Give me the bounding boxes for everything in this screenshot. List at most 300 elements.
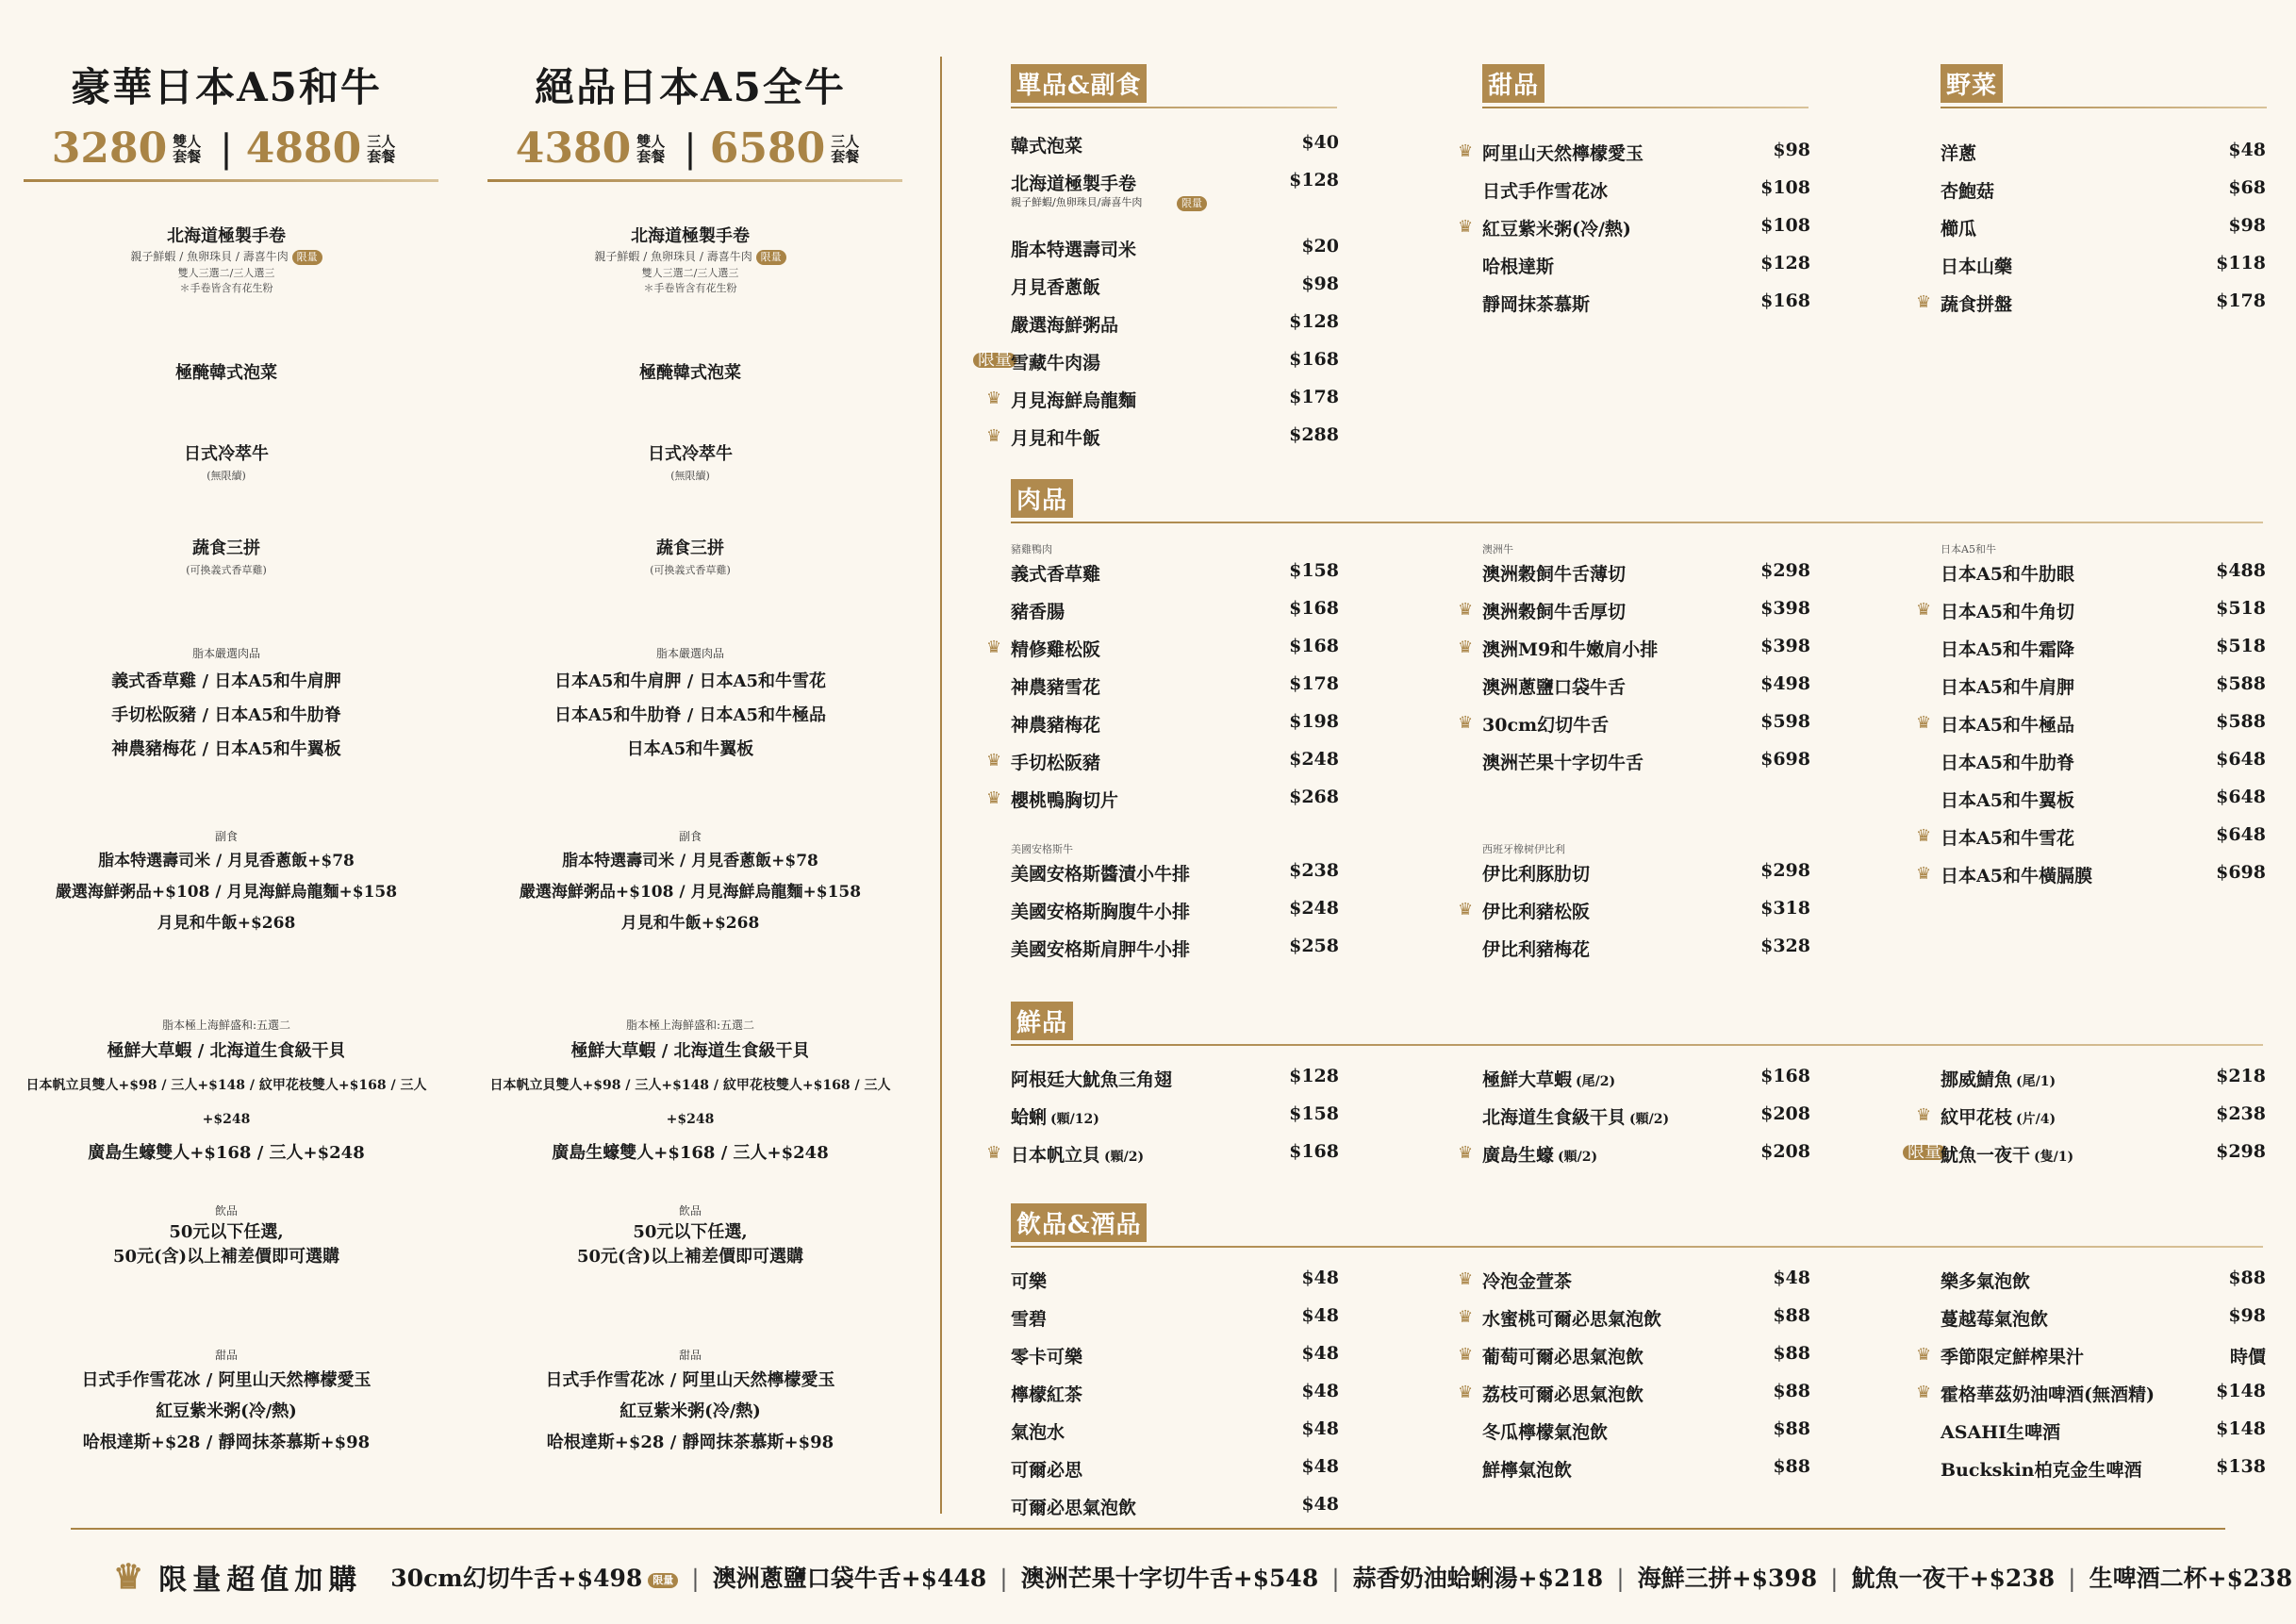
cold-beef-note: (無限續) — [670, 470, 710, 482]
sub-heading: 豬雞鴨肉 — [1011, 543, 1052, 555]
kimchi: 極醃韓式泡菜 — [175, 363, 277, 383]
menu-item-name — [1482, 673, 1626, 699]
menu-item-name — [1011, 898, 1190, 923]
menu-item-price: $168 — [1289, 636, 1339, 656]
set-price: 4880 — [245, 124, 362, 173]
item-name-text: 冬瓜檸檬氣泡飲 — [1482, 1422, 1609, 1443]
promo-item: 澳洲蔥鹽口袋牛舌+$448 — [712, 1565, 987, 1592]
menu-item-price: $218 — [2216, 1066, 2266, 1086]
item-name-text: 日本A5和牛霜降 — [1941, 639, 2074, 660]
item-name-text: 哈根達斯 — [1482, 257, 1555, 277]
menu-item-name — [1011, 1103, 1099, 1129]
menu-item-name — [1011, 787, 1118, 812]
cold-beef: 日式冷萃牛 — [648, 444, 733, 464]
crown-icon: ♛ — [1458, 1383, 1474, 1402]
sub-heading: 美國安格斯牛 — [1011, 843, 1073, 855]
item-name-text: 澳洲蔥鹽口袋牛舌 — [1482, 677, 1627, 698]
set-price: 6580 — [709, 124, 826, 173]
crown-icon: ♛ — [1458, 600, 1474, 620]
section-rule — [1011, 107, 1337, 108]
limited-badge: 限量 — [1903, 1145, 1946, 1160]
set-price-row — [19, 124, 434, 173]
menu-item-name — [1011, 673, 1100, 699]
menu-item-price: $20 — [1301, 236, 1339, 257]
menu-item-price: $168 — [1760, 290, 1810, 311]
menu-item-price: $128 — [1760, 253, 1810, 273]
promo-separator: | — [1331, 1565, 1340, 1592]
menu-item-name — [1011, 560, 1100, 586]
item-name-text: 月見香蔥飯 — [1011, 277, 1101, 298]
item-unit: (顆/2) — [1629, 1112, 1670, 1127]
crown-icon: ♛ — [986, 638, 1002, 657]
cold-beef: 日式冷萃牛 — [184, 444, 269, 464]
meat-line: 日本A5和牛翼板 — [626, 739, 754, 759]
set-price-row — [483, 124, 898, 173]
kimchi-block — [483, 356, 898, 390]
menu-item-name — [1941, 598, 2074, 623]
item-name-text: 神農豬雪花 — [1011, 677, 1101, 698]
sea-line: 日本帆立貝雙人+$98 / 三人+$148 / 紋甲花枝雙人+$168 / 三人+$248 — [25, 1078, 427, 1127]
menu-item-price: $40 — [1301, 132, 1339, 153]
set-price-unit: 雙人套餐 — [173, 132, 202, 165]
section-rule — [1482, 107, 1809, 108]
hand-roll-block — [483, 224, 898, 295]
crown-icon: ♛ — [986, 751, 1002, 771]
item-unit: (隻/1) — [2034, 1150, 2074, 1165]
item-name-text: 美國安格斯胸腹牛小排 — [1011, 902, 1191, 922]
menu-item-price: $158 — [1289, 560, 1339, 581]
dessert-category: 甜品 — [678, 1349, 702, 1362]
cold-beef-note: (無限續) — [206, 470, 246, 482]
menu-item-name — [1011, 711, 1100, 737]
crown-icon: ♛ — [113, 1557, 144, 1597]
section-header: 單品&副食 — [1011, 64, 1147, 103]
veg-note: (可換義式香草雞) — [186, 564, 267, 576]
menu-item-price: $598 — [1760, 711, 1810, 732]
cold-beef-block — [483, 441, 898, 483]
menu-item-price: $168 — [1289, 598, 1339, 619]
crown-icon: ♛ — [986, 788, 1002, 808]
drink-category: 飲品 — [678, 1204, 702, 1218]
roll-sub-text: 親子鮮蝦 / 魚卵珠貝 / 壽喜牛肉 — [594, 250, 752, 263]
promo-separator: | — [1616, 1565, 1625, 1592]
item-name-text: 紋甲花枝 — [1941, 1107, 2013, 1128]
limited-badge: 限量 — [648, 1573, 678, 1588]
item-name-text: 阿里山天然檸檬愛玉 — [1482, 143, 1644, 164]
menu-item-name — [1941, 787, 2074, 812]
menu-item-price: $238 — [1289, 860, 1339, 881]
menu-item-name — [1941, 862, 2092, 887]
item-unit: (顆/2) — [1558, 1150, 1598, 1165]
set-menu-header — [19, 57, 434, 173]
menu-item-price: $238 — [2216, 1103, 2266, 1124]
sea-line: 日本帆立貝雙人+$98 / 三人+$148 / 紋甲花枝雙人+$168 / 三人+$248 — [489, 1078, 891, 1127]
menu-item-name — [1941, 290, 2012, 316]
menu-item-name — [1941, 140, 1976, 165]
cold-beef-block — [19, 441, 434, 483]
menu-item-name — [1011, 936, 1190, 961]
section-header: 肉品 — [1011, 479, 1073, 518]
crown-icon: ♛ — [1916, 1345, 1932, 1365]
menu-item-name — [1482, 860, 1590, 886]
item-name-text: 北海道生食級干貝 — [1482, 1107, 1627, 1128]
menu-item-name — [1941, 253, 2012, 278]
menu-item-price: $48 — [2228, 140, 2266, 160]
menu-item-price: $588 — [2216, 673, 2266, 694]
item-name-text: 日本A5和牛橫膈膜 — [1941, 866, 2092, 887]
item-name-text: 澳洲穀飼牛舌厚切 — [1482, 602, 1627, 622]
menu-item-price: $258 — [1289, 936, 1339, 956]
seafood-block — [19, 1017, 434, 1170]
promo-item: 生啤酒二杯+$238 — [2089, 1565, 2293, 1592]
menu-item-price: $48 — [1301, 1268, 1339, 1288]
side-category: 副食 — [678, 830, 702, 843]
menu-item-name — [1482, 253, 1554, 278]
item-unit: (尾/1) — [2016, 1074, 2056, 1089]
menu-item-price: $248 — [1289, 898, 1339, 919]
menu-item-price: $88 — [1773, 1343, 1810, 1364]
promo-separator: | — [1830, 1565, 1839, 1592]
sub-heading: 澳洲牛 — [1482, 543, 1513, 555]
set-price-unit: 三人套餐 — [831, 132, 860, 165]
veg: 蔬食三拼 — [656, 539, 724, 558]
dessert-line: 日式手作雪花冰 / 阿里山天然檸檬愛玉 — [545, 1370, 835, 1390]
drink-category: 飲品 — [214, 1204, 238, 1218]
menu-item-name — [1011, 170, 1136, 195]
menu-item-price: $698 — [1760, 749, 1810, 770]
drink-line: 50元(含)以上補差價即可選購 — [576, 1247, 804, 1267]
meat-category: 脂本嚴選肉品 — [191, 647, 260, 660]
menu-item-name — [1941, 1456, 2142, 1482]
item-name-text: 日本A5和牛角切 — [1941, 602, 2074, 622]
dessert-line: 紅豆紫米粥(冷/熱) — [619, 1401, 761, 1421]
item-name-text: 挪威鯖魚 — [1941, 1069, 2013, 1090]
menu-item-name — [1482, 749, 1644, 774]
item-name-text: 日本A5和牛雪花 — [1941, 828, 2074, 849]
menu-item-name — [1941, 215, 1976, 240]
promo-bar — [113, 1556, 2292, 1598]
menu-item-price: $178 — [1289, 673, 1339, 694]
crown-icon: ♛ — [1458, 638, 1474, 657]
menu-item-name — [1482, 1141, 1597, 1167]
drink-line: 50元以下任選, — [169, 1222, 284, 1242]
menu-item-price: $48 — [1301, 1381, 1339, 1401]
menu-item-price: $108 — [1760, 215, 1810, 236]
crown-icon: ♛ — [1458, 141, 1474, 161]
menu-item-name — [1011, 1141, 1144, 1167]
menu-item-name — [1011, 1456, 1082, 1482]
menu-item-price: $518 — [2216, 598, 2266, 619]
item-name-text: 氣泡水 — [1011, 1422, 1065, 1443]
veg: 蔬食三拼 — [192, 539, 260, 558]
item-name-text: 韓式泡菜 — [1011, 136, 1083, 157]
menu-item-name — [1941, 1305, 2048, 1331]
meat-block — [19, 645, 434, 767]
roll-note: 雙人三選二/三人選三 — [641, 266, 739, 279]
menu-item-name — [1011, 636, 1100, 661]
menu-item-name — [1011, 132, 1082, 157]
side-line: 嚴選海鮮粥品+$108 / 月見海鮮烏龍麵+$158 — [519, 883, 862, 902]
meat-line: 日本A5和牛肩胛 / 日本A5和牛雪花 — [553, 671, 827, 691]
item-name-text: 豬香腸 — [1011, 602, 1065, 622]
menu-item-name — [1941, 177, 1994, 203]
crown-icon: ♛ — [1916, 826, 1932, 846]
item-name-text: 澳洲芒果十字切牛舌 — [1482, 753, 1644, 773]
menu-item-price: $128 — [1289, 1066, 1339, 1086]
menu-item-price: $288 — [1289, 424, 1339, 445]
item-name-text: 靜岡抹茶慕斯 — [1482, 294, 1591, 315]
promo-item: 澳洲芒果十字切牛舌+$548 — [1020, 1565, 1319, 1592]
menu-item-price: $208 — [1760, 1103, 1810, 1124]
item-name-text: 日本A5和牛肋脊 — [1941, 753, 2074, 773]
set-title: 絕品日本A5全牛 — [535, 64, 846, 110]
menu-item-price: $648 — [2216, 749, 2266, 770]
roll-title: 北海道極製手卷 — [631, 226, 750, 246]
menu-item-price: $298 — [1760, 860, 1810, 881]
menu-item-price: $88 — [2228, 1268, 2266, 1288]
menu-item-price: $68 — [2228, 177, 2266, 198]
sea-category: 脂本極上海鮮盛和:五選二 — [625, 1019, 755, 1032]
item-name-text: 美國安格斯醬漬小牛排 — [1011, 864, 1191, 885]
promo-item: 30cm幻切牛舌+$498 — [390, 1565, 643, 1592]
side-line: 脂本特選壽司米 / 月見香蔥飯+$78 — [98, 852, 355, 870]
crown-icon: ♛ — [1916, 1383, 1932, 1402]
menu-item-price: $98 — [1301, 273, 1339, 294]
menu-item-price: $48 — [1301, 1494, 1339, 1515]
menu-item-name — [1941, 1343, 2084, 1368]
sea-line: 極鮮大草蝦 / 北海道生食級干貝 — [107, 1041, 346, 1061]
veg-block — [483, 536, 898, 577]
menu-item-name — [1011, 860, 1190, 886]
menu-item-name — [1482, 140, 1644, 165]
limited-badge: 限量 — [1177, 196, 1207, 211]
menu-item-price: $398 — [1760, 636, 1810, 656]
crown-icon: ♛ — [1458, 713, 1474, 733]
item-name-text: 樂多氣泡飲 — [1941, 1271, 2031, 1292]
item-name-text: 北海道極製手卷 — [1011, 174, 1137, 194]
side-line: 月見和牛飯+$268 — [620, 914, 760, 933]
menu-item-price: $88 — [1773, 1305, 1810, 1326]
menu-item-name — [1011, 598, 1065, 623]
menu-item-price: $498 — [1760, 673, 1810, 694]
menu-item-name — [1941, 560, 2074, 586]
set-price: 3280 — [51, 124, 168, 173]
item-name-text: 日本A5和牛肩胛 — [1941, 677, 2074, 698]
menu-item-name — [1941, 1066, 2056, 1091]
item-name-text: 雪藏牛肉湯 — [1011, 353, 1101, 373]
veg-note: (可換義式香草雞) — [650, 564, 731, 576]
promo-separator: | — [2068, 1565, 2076, 1592]
menu-item-price: $98 — [1773, 140, 1810, 160]
dessert-line: 紅豆紫米粥(冷/熱) — [156, 1401, 297, 1421]
menu-item-name — [1011, 349, 1100, 374]
menu-item-name — [1011, 1381, 1082, 1406]
menu-item-name — [1482, 636, 1658, 661]
side-line: 嚴選海鮮粥品+$108 / 月見海鮮烏龍麵+$158 — [55, 883, 398, 902]
drink-block — [483, 1202, 898, 1269]
item-name-text: 鮮檸氣泡飲 — [1482, 1460, 1573, 1481]
item-name-text: 日本帆立貝 — [1011, 1145, 1101, 1166]
menu-item-name — [1011, 1305, 1047, 1331]
menu-item-price: $648 — [2216, 824, 2266, 845]
section-rule — [1011, 1246, 2263, 1248]
crown-icon: ♛ — [1916, 713, 1932, 733]
menu-item-price: $588 — [2216, 711, 2266, 732]
menu-item-price: $268 — [1289, 787, 1339, 807]
item-name-text: 蛤蜊 — [1011, 1107, 1048, 1128]
dessert-block — [483, 1347, 898, 1458]
sea-line: 廣島生蠔雙人+$168 / 三人+$248 — [88, 1143, 365, 1163]
menu-item-name — [1482, 711, 1609, 737]
menu-item-price: $108 — [1760, 177, 1810, 198]
set-title: 豪華日本A5和牛 — [71, 64, 382, 110]
item-name-text: 極鮮大草蝦 — [1482, 1069, 1573, 1090]
item-name-text: 神農豬梅花 — [1011, 715, 1101, 736]
menu-item-name — [1941, 673, 2074, 699]
item-name-text: 洋蔥 — [1941, 143, 1977, 164]
menu-item-name — [1941, 1103, 2056, 1129]
crown-icon: ♛ — [1916, 292, 1932, 312]
menu-item-price: $98 — [2228, 215, 2266, 236]
item-name-text: 零卡可樂 — [1011, 1347, 1083, 1367]
menu-item-price: $208 — [1760, 1141, 1810, 1162]
item-name-text: 美國安格斯肩胛牛小排 — [1011, 939, 1191, 960]
menu-item-name — [1482, 1343, 1644, 1368]
menu-item-name — [1941, 1381, 2155, 1406]
item-name-text: 30cm幻切牛舌 — [1482, 715, 1610, 736]
menu-item-price: $138 — [2216, 1456, 2266, 1477]
side-block — [483, 828, 898, 939]
menu-item-name — [1011, 387, 1136, 412]
roll-sub — [19, 249, 434, 265]
dessert-line: 日式手作雪花冰 / 阿里山天然檸檬愛玉 — [81, 1370, 372, 1390]
item-name-text: 雪碧 — [1011, 1309, 1048, 1330]
menu-item-name — [1482, 1268, 1572, 1293]
item-name-text: 精修雞松阪 — [1011, 639, 1101, 660]
menu-item-name — [1011, 1418, 1065, 1444]
menu-item-name — [1482, 1456, 1572, 1482]
menu-item-price: $298 — [1760, 560, 1810, 581]
item-name-text: 日式手作雪花冰 — [1482, 181, 1609, 202]
crown-icon: ♛ — [1916, 864, 1932, 884]
menu-item-price: $178 — [1289, 387, 1339, 407]
menu-item-name — [1011, 311, 1118, 337]
drink-line: 50元以下任選, — [633, 1222, 748, 1242]
item-name-text: 阿根廷大魷魚三角翅 — [1011, 1069, 1173, 1090]
menu-item-price: $48 — [1301, 1305, 1339, 1326]
menu-item-price: $128 — [1289, 311, 1339, 332]
menu-item-price: $398 — [1760, 598, 1810, 619]
item-name-text: 荔枝可爾必思氣泡飲 — [1482, 1384, 1644, 1405]
crown-icon: ♛ — [1458, 1345, 1474, 1365]
menu-item-price: $88 — [1773, 1456, 1810, 1477]
item-name-text: 日本A5和牛翼板 — [1941, 790, 2074, 811]
promo-item: 魷魚一夜干+$238 — [1851, 1565, 2056, 1592]
item-name-text: 日本A5和牛極品 — [1941, 715, 2074, 736]
item-name-text: 澳洲穀飼牛舌薄切 — [1482, 564, 1627, 585]
set-divider — [24, 179, 438, 182]
menu-item-name — [1482, 177, 1608, 203]
roll-sub — [483, 249, 898, 265]
item-name-text: 蔓越莓氣泡飲 — [1941, 1309, 2049, 1330]
item-name-text: 可樂 — [1011, 1271, 1048, 1292]
veg-block — [19, 536, 434, 577]
item-name-text: 嚴選海鮮粥品 — [1011, 315, 1119, 336]
section-header: 野菜 — [1941, 64, 2003, 103]
item-name-text: 月見海鮮烏龍麵 — [1011, 390, 1137, 411]
menu-item-name — [1482, 936, 1590, 961]
item-name-text: 義式香草雞 — [1011, 564, 1101, 585]
side-line: 脂本特選壽司米 / 月見香蔥飯+$78 — [562, 852, 818, 870]
sub-heading: 日本A5和牛 — [1941, 543, 1996, 555]
promo-separator: | — [691, 1565, 700, 1592]
kimchi-block — [19, 356, 434, 390]
side-category: 副食 — [214, 830, 238, 843]
menu-item-name — [1941, 749, 2074, 774]
roll-sub-text: 親子鮮蝦 / 魚卵珠貝 / 壽喜牛肉 — [130, 250, 289, 263]
menu-item-price: $128 — [1289, 170, 1339, 191]
promo-item: 蒜香奶油蛤蜊湯+$218 — [1352, 1565, 1604, 1592]
item-name-text: 伊比利豬松阪 — [1482, 902, 1591, 922]
menu-item-name — [1482, 1381, 1644, 1406]
roll-note: ＊手卷皆含有花生粉 — [179, 281, 273, 294]
item-name-text: ASAHI生啤酒 — [1941, 1422, 2061, 1443]
crown-icon: ♛ — [986, 389, 1002, 408]
item-unit: (片/4) — [2016, 1112, 2056, 1127]
menu-item-price: $248 — [1289, 749, 1339, 770]
item-name-text: 櫛瓜 — [1941, 219, 1977, 240]
menu-item-name — [1941, 1418, 2060, 1444]
menu-item-name — [1482, 290, 1590, 316]
item-name-text: 月見和牛飯 — [1011, 428, 1101, 449]
menu-item-price: 時價 — [2229, 1347, 2266, 1367]
menu-item-name — [1482, 1103, 1669, 1129]
item-name-text: 可爾必思氣泡飲 — [1011, 1498, 1137, 1518]
menu-item-price: $168 — [1760, 1066, 1810, 1086]
set-menu-header — [483, 57, 898, 173]
hand-roll-block — [19, 224, 434, 295]
item-unit: (顆/12) — [1050, 1112, 1099, 1127]
menu-item-name — [1941, 824, 2074, 850]
item-name-text: 廣島生蠔 — [1482, 1145, 1555, 1166]
menu-item-price: $198 — [1289, 711, 1339, 732]
menu-item-name — [1011, 1268, 1047, 1293]
menu-item-name — [1941, 711, 2074, 737]
menu-item-name — [1011, 424, 1100, 450]
menu-item-name — [1482, 898, 1590, 923]
item-name-text: 伊比利豬梅花 — [1482, 939, 1591, 960]
set-price-unit: 三人套餐 — [367, 132, 396, 165]
menu-item-price: $48 — [1301, 1456, 1339, 1477]
item-name-text: 日本A5和牛肋眼 — [1941, 564, 2074, 585]
crown-icon: ♛ — [986, 1143, 1002, 1163]
item-name-text: 櫻桃鴨胸切片 — [1011, 790, 1119, 811]
item-name-text: 檸檬紅茶 — [1011, 1384, 1083, 1405]
limited-badge: 限量 — [973, 353, 1016, 368]
menu-item-price: $648 — [2216, 787, 2266, 807]
section-rule — [1011, 522, 2263, 523]
side-line: 月見和牛飯+$268 — [157, 914, 296, 933]
menu-item-price: $148 — [2216, 1418, 2266, 1439]
sea-line: 廣島生蠔雙人+$168 / 三人+$248 — [552, 1143, 829, 1163]
menu-item-name — [1941, 1268, 2030, 1293]
menu-item-price: $488 — [2216, 560, 2266, 581]
vertical-divider — [940, 57, 942, 1514]
crown-icon: ♛ — [1916, 1105, 1932, 1125]
menu-item-price: $318 — [1760, 898, 1810, 919]
crown-icon: ♛ — [1458, 1269, 1474, 1289]
crown-icon: ♛ — [1458, 1307, 1474, 1327]
